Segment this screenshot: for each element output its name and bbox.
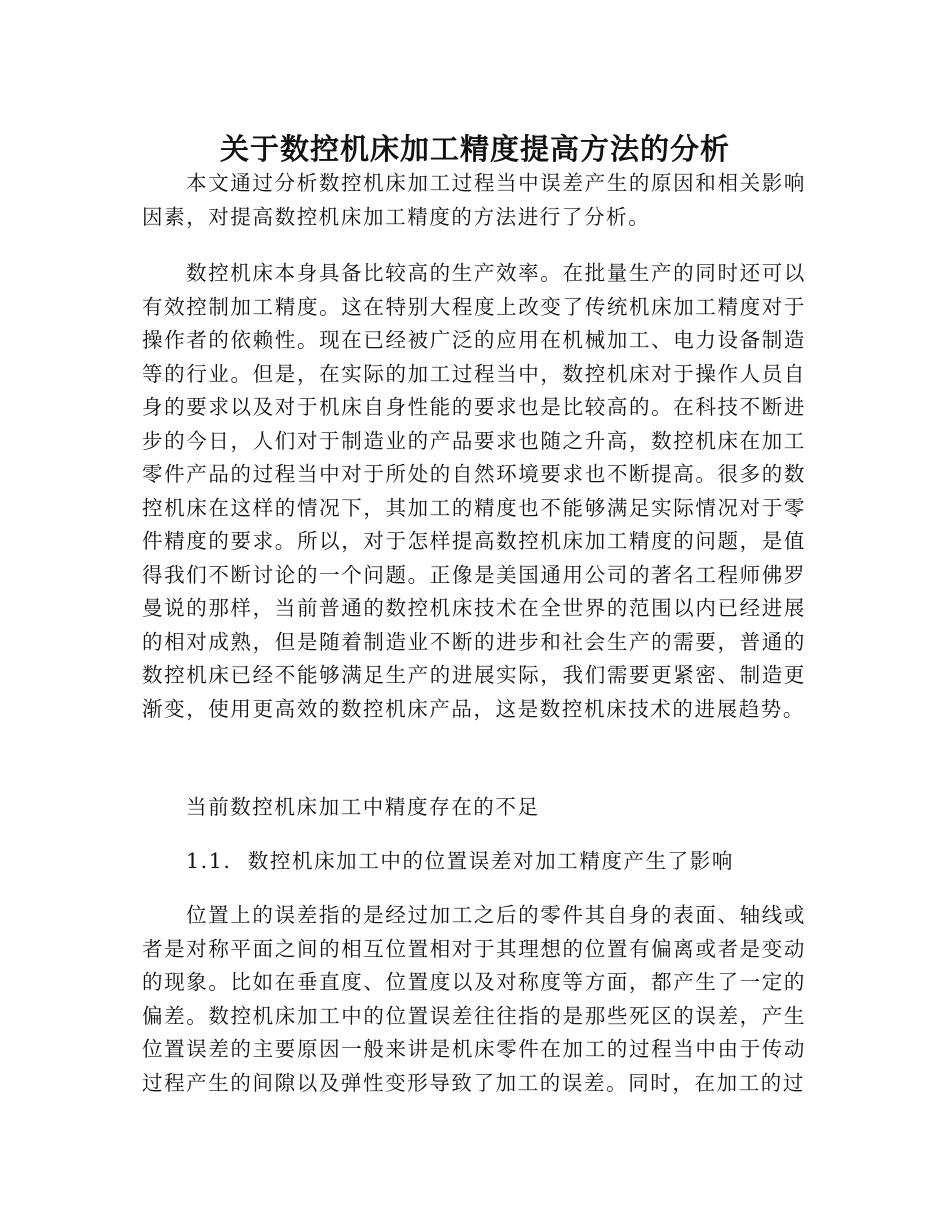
body-paragraph: 位置上的误差指的是经过加工之后的零件其自身的表面、轴线或者是对称平面之间的相互位置相对于其理想的位置有偏离或者是变动的现象。比如在垂直度、位置度以及对称度等方面，都产生了一定的偏差。数控机床加工中的位置误差往往指的是那些死区的误差，产生位置误差的主要原因一般来讲是机床零件在加工的过程当中由于传动过程产生的间隙以及弹性变形导致了加工的误差。同时，在加工的过 (142, 903, 806, 1095)
subsection-heading (186, 845, 734, 879)
subsection-number: 1.1. (186, 849, 232, 873)
abstract-paragraph: 本文通过分析数控机床加工过程当中误差产生的原因和相关影响因素，对提高数控机床加工精度的方法进行了分析。 (142, 171, 806, 229)
intro-paragraph: 数控机床本身具备比较高的生产效率。在批量生产的同时还可以有效控制加工精度。这在特别大程度上改变了传统机床加工精度对于操作者的依赖性。现在已经被广泛的应用在机械加工、电力设备制造等的行业。但是，在实际的加工过程当中，数控机床对于操作人员自身的要求以及对于机床自身性能的要求也是比较高的。在科技不断进步的今日，人们对于制造业的产品要求也随之升高，数控机床在加工零件产品的过程当中对于所处的自然环境要求也不断提高。很多的数控机床在这样的情况下，其加工的精度也不能够满足实际情况对于零件精度的要求。所以，对于怎样提高数控机床加工精度的问题，是值得我们不断讨论的一个问题。正像是美国通用公司的著名工程师佛罗曼说的那样，当前普通的数控机床技术在全世界的范围以内已经进展的相对成熟，但是随着制造业不断的进步和社会生产的需要，普通的数控机床已经不能够满足生产的进展实际，我们需要更紧密、制造更渐变，使用更高效的数控机床产品，这是数控机床技术的进展趋势。 (142, 261, 806, 721)
section-heading: 当前数控机床加工中精度存在的不足 (186, 795, 540, 819)
document-title: 关于数控机床加工精度提高方法的分析 (219, 132, 730, 167)
subsection-title: 数控机床加工中的位置误差对加工精度产生了影响 (247, 849, 734, 873)
